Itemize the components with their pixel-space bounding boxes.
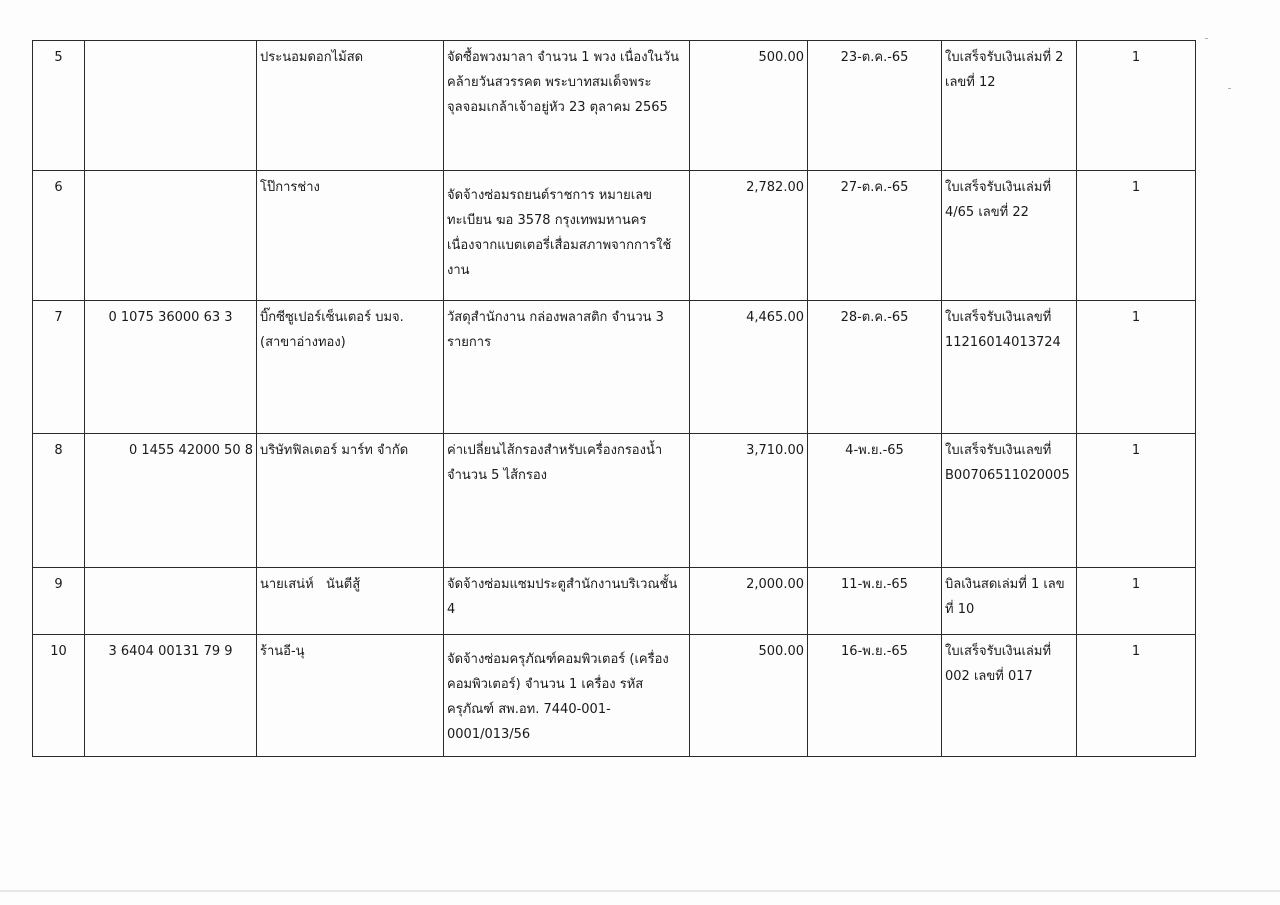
tax-id-cell: 3 6404 00131 79 9 — [85, 635, 257, 757]
count-cell: 1 — [1077, 568, 1196, 635]
amount-cell: 4,465.00 — [690, 301, 808, 434]
date-cell: 16-พ.ย.-65 — [808, 635, 942, 757]
description-cell: จัดจ้างซ่อมรถยนต์ราชการ หมายเลขทะเบียน ฆอ 3578 กรุงเทพมหานคร เนื่องจากแบตเตอรี่เสื่อมสภาพจากการใช้งาน — [444, 171, 690, 301]
row-number-cell: 9 — [33, 568, 85, 635]
amount-cell: 2,782.00 — [690, 171, 808, 301]
table-row — [33, 301, 1196, 434]
receipt-document-cell: ใบเสร็จรับเงินเล่มที่ 4/65 เลขที่ 22 — [942, 171, 1077, 301]
tax-id-cell — [85, 41, 257, 171]
receipt-document-cell: ใบเสร็จรับเงินเลขที่ B00706511020005 — [942, 434, 1077, 568]
tax-id-cell: 0 1455 42000 50 8 — [85, 434, 257, 568]
vendor-cell: บิ๊กซีซูเปอร์เซ็นเตอร์ บมจ. (สาขาอ่างทอง) — [257, 301, 444, 434]
row-number-cell: 6 — [33, 171, 85, 301]
vendor-cell: โป๊การช่าง — [257, 171, 444, 301]
count-cell: 1 — [1077, 41, 1196, 171]
receipt-document-cell: ใบเสร็จรับเงินเลขที่ 11216014013724 — [942, 301, 1077, 434]
description-cell: จัดจ้างซ่อมแซมประตูสำนักงานบริเวณชั้น 4 — [444, 568, 690, 635]
amount-cell: 2,000.00 — [690, 568, 808, 635]
scan-artifact — [1228, 88, 1231, 89]
description-cell: จัดจ้างซ่อมครุภัณฑ์คอมพิวเตอร์ (เครื่องคอมพิวเตอร์) จำนวน 1 เครื่อง รหัสครุภัณฑ์ สพ.อท. 7440-001-0001/013/56 — [444, 635, 690, 757]
tax-id-cell: 0 1075 36000 63 3 — [85, 301, 257, 434]
scan-artifact — [1205, 38, 1208, 39]
vendor-cell: บริษัทฟิลเตอร์ มาร์ท จำกัด — [257, 434, 444, 568]
scan-edge — [0, 890, 1280, 892]
receipt-document-cell: ใบเสร็จรับเงินเล่มที่ 002 เลขที่ 017 — [942, 635, 1077, 757]
description-cell: จัดซื้อพวงมาลา จำนวน 1 พวง เนื่องในวันคล้ายวันสวรรคต พระบาทสมเด็จพระจุลจอมเกล้าเจ้าอยู่หัว 23 ตุลาคม 2565 — [444, 41, 690, 171]
receipt-document-cell: บิลเงินสดเล่มที่ 1 เลขที่ 10 — [942, 568, 1077, 635]
table-row — [33, 568, 1196, 635]
count-cell: 1 — [1077, 171, 1196, 301]
procurement-table — [32, 40, 1196, 757]
tax-id-cell — [85, 171, 257, 301]
table-row — [33, 171, 1196, 301]
vendor-cell: ประนอมดอกไม้สด — [257, 41, 444, 171]
amount-cell: 500.00 — [690, 41, 808, 171]
count-cell: 1 — [1077, 434, 1196, 568]
row-number-cell: 7 — [33, 301, 85, 434]
date-cell: 23-ต.ค.-65 — [808, 41, 942, 171]
date-cell: 27-ต.ค.-65 — [808, 171, 942, 301]
count-cell: 1 — [1077, 301, 1196, 434]
table-row — [33, 635, 1196, 757]
tax-id-cell — [85, 568, 257, 635]
vendor-cell: ร้านอี-นุ — [257, 635, 444, 757]
table-row — [33, 434, 1196, 568]
date-cell: 11-พ.ย.-65 — [808, 568, 942, 635]
date-cell: 28-ต.ค.-65 — [808, 301, 942, 434]
row-number-cell: 5 — [33, 41, 85, 171]
description-cell: ค่าเปลี่ยนไส้กรองสำหรับเครื่องกรองน้ำ จำนวน 5 ไส้กรอง — [444, 434, 690, 568]
description-cell: วัสดุสำนักงาน กล่องพลาสติก จำนวน 3 รายการ — [444, 301, 690, 434]
table-row — [33, 41, 1196, 171]
vendor-cell: นายเสน่ห์ นันตีสู้ — [257, 568, 444, 635]
count-cell: 1 — [1077, 635, 1196, 757]
amount-cell: 500.00 — [690, 635, 808, 757]
row-number-cell: 8 — [33, 434, 85, 568]
row-number-cell: 10 — [33, 635, 85, 757]
receipt-document-cell: ใบเสร็จรับเงินเล่มที่ 2 เลขที่ 12 — [942, 41, 1077, 171]
amount-cell: 3,710.00 — [690, 434, 808, 568]
date-cell: 4-พ.ย.-65 — [808, 434, 942, 568]
